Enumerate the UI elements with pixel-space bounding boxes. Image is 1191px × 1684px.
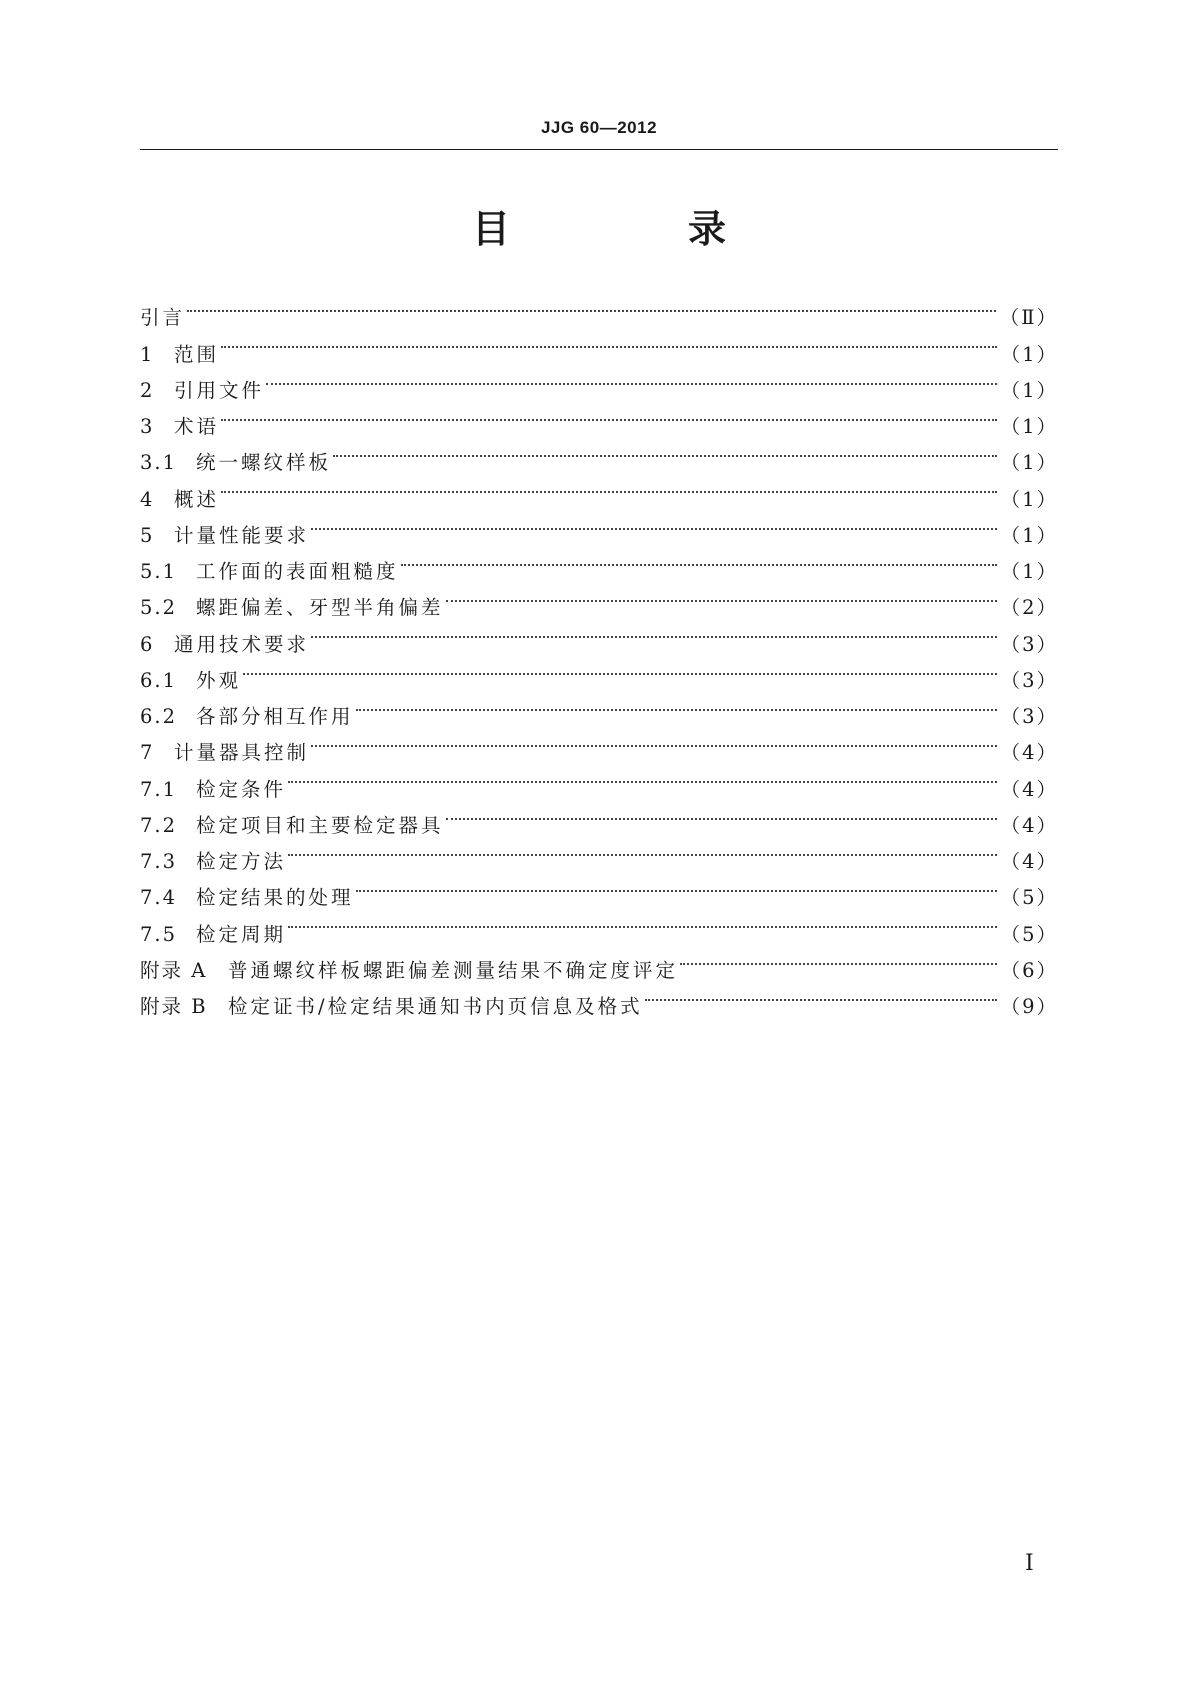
toc-entry-number: 2 xyxy=(140,378,155,402)
dot-leader xyxy=(286,904,1001,940)
toc-entry[interactable] xyxy=(140,506,1058,547)
dot-leader xyxy=(444,578,1001,614)
toc-entry-title: 检定方法 xyxy=(196,850,287,873)
toc-entry-title: 工作面的表面粗糙度 xyxy=(196,560,399,583)
toc-entry-page: （2） xyxy=(1000,596,1058,620)
toc-entry-number: 7.3 xyxy=(140,850,178,873)
toc-entry-title: 计量器具控制 xyxy=(174,741,310,765)
toc-entry-page: （4） xyxy=(1000,850,1058,873)
dot-leader xyxy=(309,723,1001,759)
toc-entry[interactable] xyxy=(140,687,1058,728)
toc-entry-page: （5） xyxy=(1000,886,1058,910)
page-header: JJG 60—2012 xyxy=(540,118,658,137)
toc-title: 目 录 xyxy=(471,207,796,251)
toc-entry-number: 附录 A xyxy=(140,958,208,982)
dot-leader xyxy=(444,796,1001,832)
toc-entry-number: 1 xyxy=(140,342,155,366)
toc-entry-title: 引用文件 xyxy=(174,378,265,402)
dot-leader xyxy=(185,288,1000,324)
toc-entry[interactable] xyxy=(140,433,1058,475)
toc-entry-page: （1） xyxy=(1000,342,1058,366)
toc-entry-number: 3.1 xyxy=(140,451,178,475)
toc-entry-page: （3） xyxy=(1000,705,1058,728)
dot-leader xyxy=(286,759,1001,795)
dot-leader xyxy=(286,832,1001,868)
toc-entry-title: 检定周期 xyxy=(196,922,287,946)
dot-leader xyxy=(219,324,1001,360)
dot-leader xyxy=(241,651,1001,687)
table-of-contents xyxy=(140,288,1058,1018)
dot-leader xyxy=(643,977,1001,1013)
toc-entry-number: 7.4 xyxy=(140,886,178,910)
toc-entry-number: 6.1 xyxy=(140,668,178,692)
toc-entry-page: （3） xyxy=(1000,632,1058,656)
toc-entry-title: 术语 xyxy=(174,415,220,438)
dot-leader xyxy=(264,361,1001,397)
toc-entry-page: （4） xyxy=(1000,813,1058,837)
toc-entry-page: （1） xyxy=(1000,523,1058,547)
toc-entry-page: （3） xyxy=(1000,668,1058,692)
toc-entry-number: 5.2 xyxy=(140,596,178,620)
toc-entry-page: （1） xyxy=(1000,560,1058,583)
toc-entry-page: （9） xyxy=(1000,995,1058,1018)
toc-entry-title: 统一螺纹样板 xyxy=(196,451,332,475)
toc-entry-title: 外观 xyxy=(196,668,242,692)
toc-entry-number: 6.2 xyxy=(140,705,178,728)
toc-entry-title: 螺距偏差、牙型半角偏差 xyxy=(196,596,444,620)
dot-leader xyxy=(354,687,1001,723)
toc-entry-title: 检定证书/检定结果通知书内页信息及格式 xyxy=(228,995,643,1018)
toc-entry-title: 范围 xyxy=(174,342,220,366)
toc-entry-number: 4 xyxy=(140,487,155,511)
toc-entry[interactable] xyxy=(140,651,1058,692)
toc-entry-number: 7.2 xyxy=(140,813,178,837)
toc-entry-number: 6 xyxy=(140,632,155,656)
dot-leader xyxy=(399,542,1001,578)
toc-entry-number: 5.1 xyxy=(140,560,178,583)
toc-entry-title: 检定条件 xyxy=(196,777,287,801)
toc-entry-title: 检定项目和主要检定器具 xyxy=(196,813,444,837)
dot-leader xyxy=(678,941,1001,977)
toc-entry-number: 7.1 xyxy=(140,777,178,801)
toc-entry-page: （5） xyxy=(1000,922,1058,946)
toc-entry-number: 3 xyxy=(140,415,155,438)
page-number: Ⅰ xyxy=(1025,1551,1034,1576)
toc-entry-page: （1） xyxy=(1000,487,1058,511)
toc-entry-page: （Ⅱ） xyxy=(999,306,1058,330)
toc-entry[interactable] xyxy=(140,469,1058,511)
dot-leader xyxy=(354,868,1001,904)
toc-entry-number: 7.5 xyxy=(140,922,178,946)
header-rule xyxy=(140,149,1058,150)
toc-entry-title: 通用技术要求 xyxy=(174,632,310,656)
toc-entry[interactable] xyxy=(140,324,1058,366)
toc-entry-number: 5 xyxy=(140,523,155,547)
toc-entry-page: （4） xyxy=(1000,777,1058,801)
toc-entry-page: （1） xyxy=(1000,378,1058,402)
toc-entry-page: （4） xyxy=(1000,741,1058,765)
toc-entry-title: 普通螺纹样板螺距偏差测量结果不确定度评定 xyxy=(228,958,679,982)
dot-leader xyxy=(309,614,1001,650)
dot-leader xyxy=(219,469,1001,505)
toc-entry[interactable] xyxy=(140,288,1058,330)
toc-entry-title: 概述 xyxy=(174,487,220,511)
toc-entry-title: 计量性能要求 xyxy=(174,523,310,547)
toc-entry-number: 7 xyxy=(140,741,155,765)
dot-leader xyxy=(331,433,1001,469)
toc-entry-page: （1） xyxy=(1000,451,1058,475)
toc-entry[interactable] xyxy=(140,361,1058,402)
toc-entry-title: 检定结果的处理 xyxy=(196,886,354,910)
toc-entry-title: 引言 xyxy=(140,306,186,330)
toc-entry-page: （1） xyxy=(1000,415,1058,438)
dot-leader xyxy=(219,397,1001,433)
toc-entry-page: （6） xyxy=(1000,958,1058,982)
toc-entry[interactable] xyxy=(140,397,1058,438)
toc-entry-title: 各部分相互作用 xyxy=(196,705,354,728)
toc-entry-number: 附录 B xyxy=(140,995,208,1018)
dot-leader xyxy=(309,506,1001,542)
